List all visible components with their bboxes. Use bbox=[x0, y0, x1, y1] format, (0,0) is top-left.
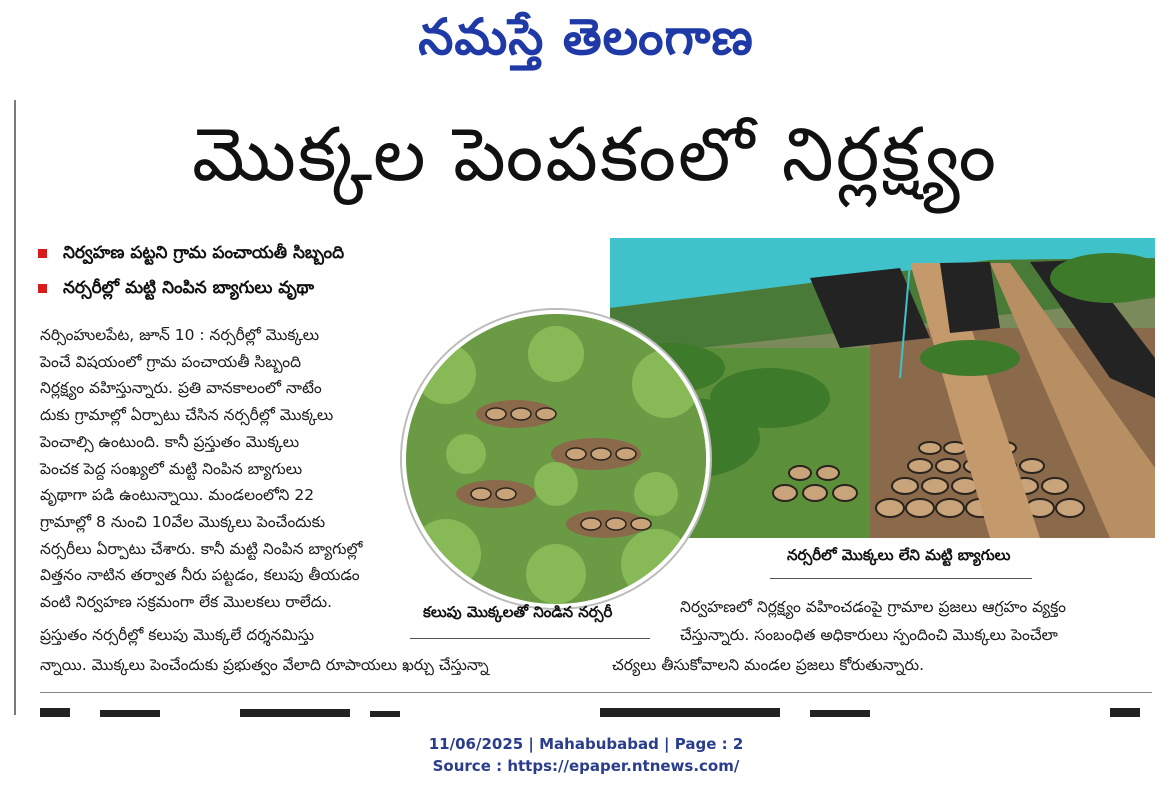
weed-nursery-photo bbox=[402, 310, 710, 608]
bullet-marker-icon bbox=[38, 249, 47, 258]
masthead-logo: నమస్తే తెలంగాణ bbox=[418, 8, 754, 66]
column-rule bbox=[14, 100, 16, 715]
caption-rule bbox=[770, 578, 1032, 579]
page-rule bbox=[40, 692, 1152, 693]
body-line: గ్రామాల్లో 8 నుంచి 10వేల మొక్కలు పెంచేందుకు bbox=[40, 512, 326, 531]
body-line: వృథాగా పడి ఉంటున్నాయి. మండలంలోని 22 bbox=[40, 486, 315, 505]
page-footer bbox=[0, 733, 1172, 777]
circle-photo-caption: కలుపు మొక్కలతో నిండిన నర్సరీ bbox=[423, 603, 613, 621]
caption-rule bbox=[410, 638, 650, 639]
continuation-line: చర్యలు తీసుకోవాలని మండల ప్రజలు కోరుతున్నారు. bbox=[612, 656, 924, 674]
body-line: నర్సరీలు ఏర్పాటు చేశారు. కానీ మట్టి నింపిన బ్యాగుల్లో bbox=[40, 539, 363, 558]
continuation-line: చేస్తున్నారు. సంబంధిత అధికారులు స్పందించి మొక్కలు పెంచేలా bbox=[680, 626, 1058, 644]
bullet-text: నర్సరీల్లో మట్టి నింపిన బ్యాగులు వృథా bbox=[63, 278, 315, 298]
next-article-fragment bbox=[40, 703, 1152, 717]
continuation-line: నిర్వహణలో నిర్లక్ష్యం వహించడంపై గ్రామాల ప్రజలు ఆగ్రహం వ్యక్తం bbox=[680, 598, 1067, 616]
headline: మొక్కల పెంపకంలో నిర్లక్ష్యం bbox=[191, 112, 998, 198]
bullet-text: నిర్వహణ పట్టని గ్రామ పంచాయతీ సిబ్బంది bbox=[63, 243, 345, 263]
weed-nursery-image bbox=[406, 314, 706, 604]
bullet-item bbox=[38, 243, 344, 267]
body-line: పెంచాల్సి ఉంటుంది. కానీ ప్రస్తుతం మొక్కలు bbox=[40, 432, 300, 451]
body-line: ప్రస్తుతం నర్సరీల్లో కలుపు మొక్కలే దర్శనమిస్తు bbox=[40, 626, 315, 644]
article-body bbox=[40, 322, 420, 616]
body-line: వంటి నిర్వహణ సక్రమంగా లేక మొలకలు రాలేదు. bbox=[40, 593, 332, 612]
body-line: పెంచే విషయంలో గ్రామ పంచాయతీ సిబ్బంది bbox=[40, 352, 302, 371]
main-photo-caption: నర్సరీలో మొక్కలు లేని మట్టి బ్యాగులు bbox=[787, 546, 1011, 564]
body-line: నిర్లక్ష్యం వహిస్తున్నారు. ప్రతి వానకాలంలో నాటేం bbox=[40, 379, 322, 398]
body-line: విత్తనం నాటిన తర్వాత నీరు పట్టడం, కలుపు తీయడం bbox=[40, 566, 360, 585]
body-line: పెంచక పెద్ద సంఖ్యలో మట్టి నింపిన బ్యాగులు bbox=[40, 459, 303, 478]
bullet-marker-icon bbox=[38, 284, 47, 293]
body-line: న్నాయి. మొక్కలు పెంచేందుకు ప్రభుత్వం వేలాది రూపాయలు ఖర్చు చేస్తున్నా bbox=[40, 656, 489, 674]
bullet-item bbox=[38, 278, 314, 302]
body-line: దుకు గ్రామాల్లో ఏర్పాటు చేసిన నర్సరీల్లో మొక్కలు bbox=[40, 406, 334, 425]
footer-source-link[interactable]: Source : https://epaper.ntnews.com/ bbox=[432, 757, 740, 775]
footer-edition-info: 11/06/2025 | Mahabubabad | Page : 2 bbox=[428, 735, 744, 753]
body-line: నర్సింహులపేట, జూన్ 10 : నర్సరీల్లో మొక్కలు bbox=[40, 326, 320, 344]
